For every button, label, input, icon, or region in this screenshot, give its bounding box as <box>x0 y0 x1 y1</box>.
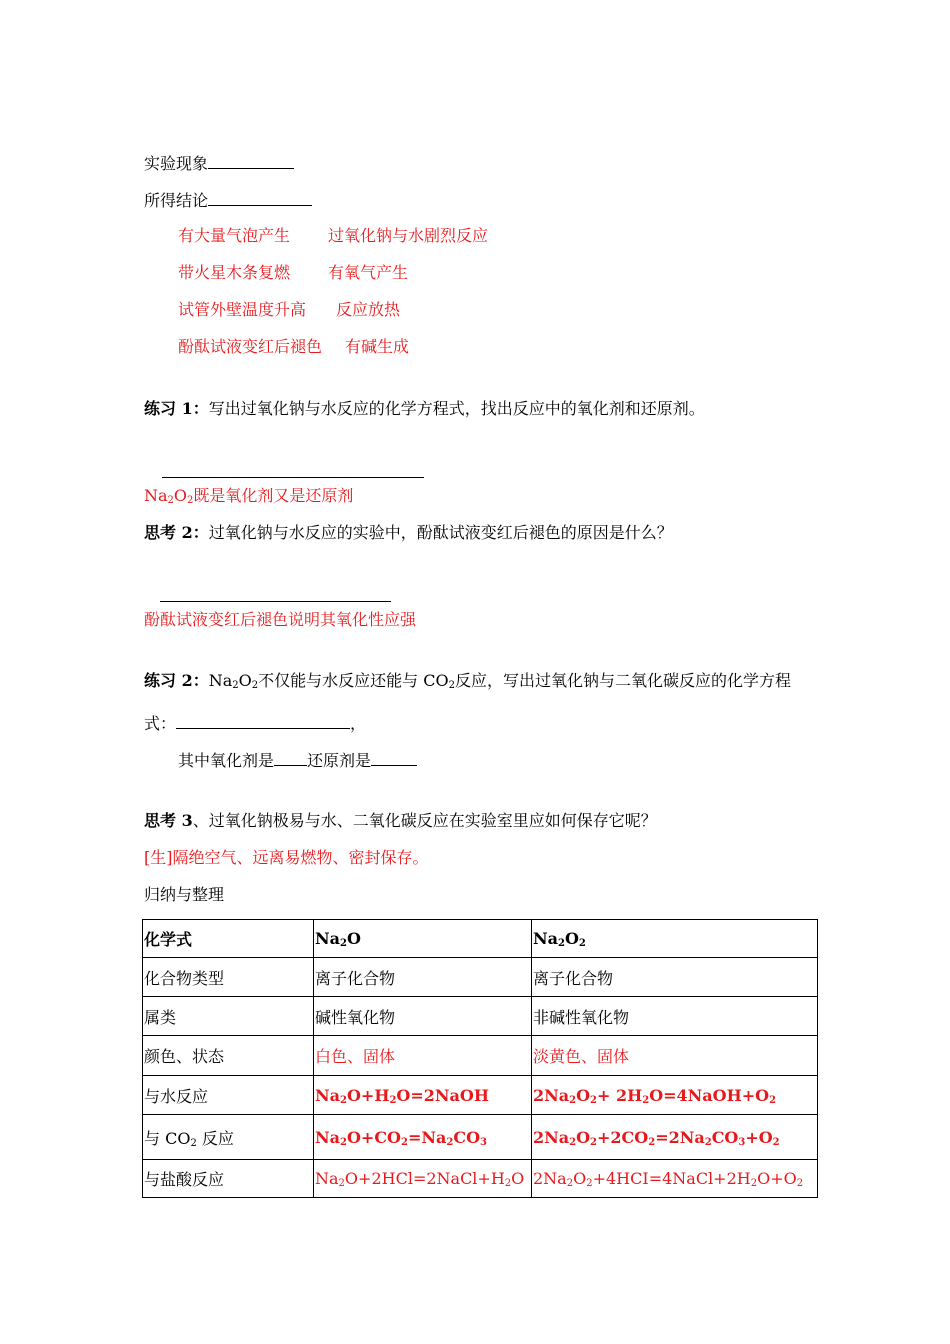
row-label: 属类 <box>143 997 314 1036</box>
think2-line <box>144 523 673 543</box>
formula-subscript: 2 <box>448 680 455 691</box>
formula-part: Na <box>144 486 168 505</box>
oxidant-label: 其中氧化剂是 <box>178 751 275 770</box>
row-label: 与盐酸反应 <box>143 1160 314 1198</box>
header-cell <box>143 920 314 958</box>
table-row <box>143 997 818 1036</box>
row-label: 与水反应 <box>143 1076 314 1115</box>
exercise2-label: 练习 2： <box>144 671 209 690</box>
summary-heading: 归纳与整理 <box>144 885 225 904</box>
formula-subscript: 2 <box>232 680 239 691</box>
na2o2-cell: 淡黄色、固体 <box>532 1036 818 1076</box>
think3-line <box>144 811 657 831</box>
na2o-cell: $Na_2O+2HCl=2NaCl+H_2O$ <box>314 1160 532 1198</box>
table-row <box>143 1115 818 1160</box>
exercise2-line2 <box>144 712 366 734</box>
na2o-cell: 离子化合物 <box>314 958 532 997</box>
table-row <box>143 958 818 997</box>
observation-blank <box>208 152 294 169</box>
think3-answer: [生]隔绝空气、远离易燃物、密封保存。 <box>144 848 429 867</box>
row-label: 颜色、状态 <box>143 1036 314 1076</box>
conclusion-blank <box>208 189 312 206</box>
formula-part: O <box>238 671 252 690</box>
na2o2-cell: $2Na_2O_2+2CO_2=2Na_2CO_3+O_2$ <box>532 1115 818 1160</box>
result-phenomenon: 试管外壁温度升高 <box>178 300 307 319</box>
observation-line <box>144 152 294 174</box>
header-cell: $Na_2O_2$ <box>532 920 818 958</box>
exercise2-line <box>144 671 791 691</box>
na2o2-cell: $2Na_2O_2+$ $2H_2O=4NaOH+O_2$ <box>532 1076 818 1115</box>
table-row <box>143 1160 818 1198</box>
oxidant-blank <box>274 749 307 766</box>
exercise1-line <box>144 399 705 419</box>
na2o-cell: 碱性氧化物 <box>314 997 532 1036</box>
formula-subscript: 2 <box>167 495 174 506</box>
formula-subscript: 2 <box>251 680 259 691</box>
formula-part: Na <box>208 671 233 690</box>
result-phenomenon: 带火星木条复燃 <box>178 263 291 282</box>
exercise1-answer-text: 既是氧化剂又是还原剂 <box>193 486 354 505</box>
exercise1-answer <box>144 486 353 506</box>
conclusion-line <box>144 189 312 211</box>
think3-label: 思考 3 <box>144 811 193 830</box>
result-row <box>178 337 409 357</box>
think2-text: 过氧化钠与水反应的实验中，酚酞试液变红后褪色的原因是什么？ <box>208 523 673 542</box>
na2o2-cell: 离子化合物 <box>532 958 818 997</box>
reductant-blank <box>371 749 417 766</box>
na2o-cell: $Na_2O+CO_2=Na_2CO_3$ <box>314 1115 532 1160</box>
exercise1-answer-blank <box>162 477 424 478</box>
conclusion-label: 所得结论 <box>144 191 209 210</box>
exercise1-label: 练习 1： <box>144 399 209 418</box>
result-phenomenon: 有大量气泡产生 <box>178 226 291 245</box>
think2-answer-blank <box>160 601 391 602</box>
exercise1-text: 写出过氧化钠与水反应的化学方程式，找出反应中的氧化剂和还原剂。 <box>208 399 705 418</box>
think2-answer: 酚酞试液变红后褪色说明其氧化性应强 <box>144 610 417 629</box>
na2o2-cell: $2Na_2O_2+4HCI=4NaCl+2H_2O+O_2$ <box>532 1160 818 1198</box>
result-conclusion: 过氧化钠与水剧烈反应 <box>328 226 489 245</box>
result-row <box>178 263 408 283</box>
exercise2-suffix: ， <box>350 714 367 733</box>
exercise2-prefix: 式： <box>144 714 177 733</box>
table-row <box>143 1076 818 1115</box>
row-label: 化合物类型 <box>143 958 314 997</box>
observation-label: 实验现象 <box>144 154 209 173</box>
formula-subscript: 2 <box>187 495 194 506</box>
reductant-label: 还原剂是 <box>307 751 372 770</box>
na2o-cell: $Na_2O+H_2O=2NaOH$ <box>314 1076 532 1115</box>
result-conclusion: 有碱生成 <box>345 337 410 356</box>
result-row <box>178 226 488 246</box>
result-row <box>178 300 400 320</box>
summary-table <box>142 919 818 1198</box>
exercise2-text: 反应，写出过氧化钠与二氧化碳反应的化学方程 <box>454 671 791 690</box>
table-header-row <box>143 920 818 958</box>
exercise2-line3 <box>178 749 417 771</box>
result-phenomenon: 酚酞试液变红后褪色 <box>178 337 323 356</box>
header-text: 化学式 <box>144 930 193 949</box>
think2-label: 思考 2： <box>144 523 209 542</box>
think3-text: 、过氧化钠极易与水、二氧化碳反应在实验室里应如何保存它呢？ <box>192 811 657 830</box>
result-conclusion: 反应放热 <box>336 300 401 319</box>
result-conclusion: 有氧气产生 <box>328 263 409 282</box>
row-label: 与 $CO_2$ 反应 <box>143 1115 314 1160</box>
header-cell: $Na_2O$ <box>314 920 532 958</box>
formula-part: O <box>173 486 188 505</box>
exercise2-text: 不仅能与水反应还能与 CO <box>258 671 449 690</box>
table-row <box>143 1036 818 1076</box>
na2o-cell: 白色、固体 <box>314 1036 532 1076</box>
exercise2-equation-blank <box>176 712 350 729</box>
na2o2-cell: 非碱性氧化物 <box>532 997 818 1036</box>
